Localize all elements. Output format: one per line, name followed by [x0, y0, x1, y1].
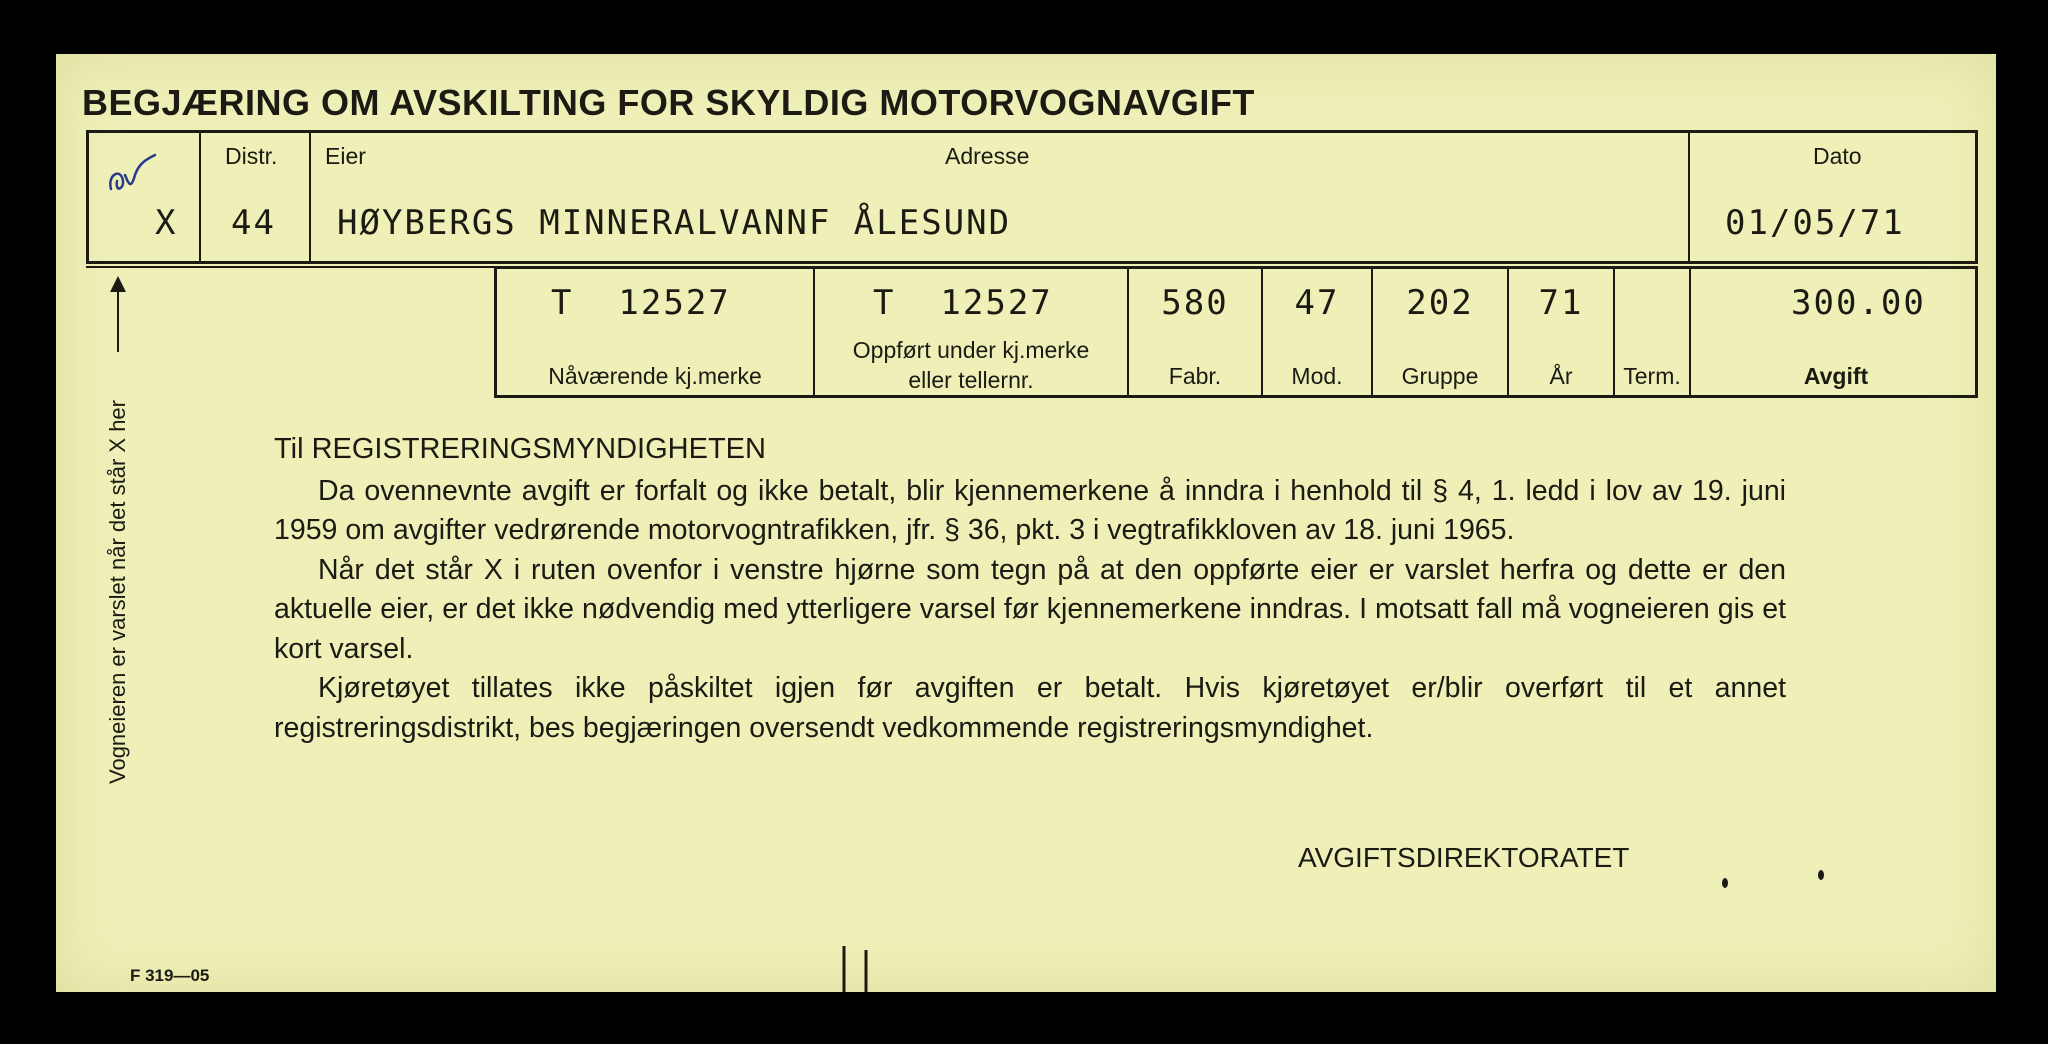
owner-address-value: HØYBERGS MINNERALVANNF ÅLESUND [337, 203, 1012, 243]
arrow-up-icon [106, 274, 130, 354]
form-number: F 319—05 [130, 966, 210, 985]
current-plate-label: Nåværende kj.merke [548, 363, 762, 389]
aar-value: 71 [1538, 283, 1584, 323]
notified-x-mark: X [155, 203, 178, 243]
date-value: 01/05/71 [1725, 203, 1905, 243]
address-label: Adresse [945, 143, 1030, 169]
form-title: BEGJÆRING OM AVSKILTING FOR SKYLDIG MOTORVOGNAVGIFT [82, 82, 1255, 123]
mod-value: 47 [1294, 283, 1340, 323]
distr-value: 44 [231, 203, 276, 243]
owner-row-box [86, 130, 1978, 264]
gruppe-value: 202 [1406, 283, 1474, 323]
gruppe-label: Gruppe [1401, 363, 1479, 389]
owner-label: Eier [325, 143, 366, 169]
handwritten-initials [103, 145, 163, 201]
perforation-marks [836, 946, 876, 996]
body-paragraph-2: Når det står X i ruten ovenfor i venstre hjørne som tegn på at den oppførte eier er varslet herfra og dette er den aktuelle eier, er det ikke nødvendig med ytterligere varsel før kjennemerkene inndras. I motsatt fall må vogneieren gis et kort varsel. [274, 553, 1786, 665]
ink-spot [1722, 878, 1728, 888]
aar-label: År [1549, 363, 1573, 389]
distr-label: Distr. [225, 143, 278, 169]
current-plate-value: T 12527 [551, 283, 731, 323]
column-divider [199, 133, 201, 261]
row-separator-line [86, 266, 496, 268]
ink-spot [1818, 870, 1824, 880]
column-divider [309, 133, 311, 261]
registered-plate-label-1: Oppført under kj.merke [852, 337, 1090, 363]
signature-authority: AVGIFTSDIREKTORATET [1298, 842, 1630, 873]
mod-label: Mod. [1291, 363, 1343, 389]
fabr-value: 580 [1161, 283, 1229, 323]
vehicle-row-box [494, 266, 1978, 398]
side-note: Vogneieren er varslet når det står X her [105, 400, 130, 784]
avgift-value: 300.00 [1791, 283, 1926, 323]
body-text [274, 430, 1786, 748]
column-divider [1688, 133, 1690, 261]
term-label: Term. [1623, 363, 1681, 389]
registered-plate-value: T 12527 [873, 283, 1053, 323]
body-paragraph-1: Da ovennevnte avgift er forfalt og ikke betalt, blir kjennemerkene å inndra i henhold til § 4, 1. ledd i lov av 19. juni 1959 om avgifter vedrørende motorvogntrafikken, jfr. § 36, pkt. 3 i vegtrafikkloven av 18. juni 1965. [274, 474, 1786, 546]
fabr-label: Fabr. [1168, 363, 1222, 389]
registered-plate-label-2: eller tellernr. [908, 367, 1034, 393]
avgift-label: Avgift [1803, 363, 1869, 389]
date-label: Dato [1813, 143, 1862, 169]
body-paragraph-3: Kjøretøyet tillates ikke påskiltet igjen før avgiften er betalt. Hvis kjøretøyet er/blir overført til et annet registreringsdistrikt, bes begjæringen oversendt vedkommende registreringsmyndighet. [274, 672, 1786, 744]
body-heading: Til REGISTRERINGSMYNDIGHETEN [274, 433, 766, 465]
